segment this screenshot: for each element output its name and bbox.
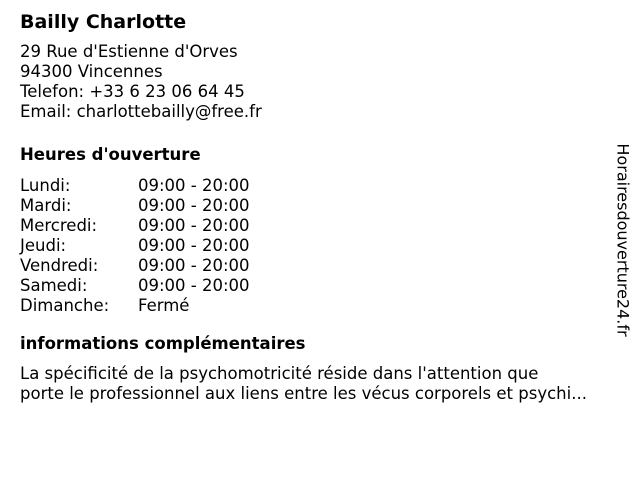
day-label: Samedi: [20, 276, 88, 295]
business-name: Bailly Charlotte [20, 11, 187, 33]
hours-row-wednesday [20, 216, 610, 236]
hours-title: Heures d'ouverture [20, 145, 201, 164]
day-label: Jeudi: [20, 236, 67, 255]
description-line: La spécificité de la psychomotricité réside dans l'attention que [20, 364, 539, 383]
day-label: Lundi: [20, 176, 71, 195]
brand-text: Horairesdouverture24.fr [614, 143, 634, 337]
contact-block [20, 42, 610, 122]
time-value: 09:00 - 20:00 [138, 276, 250, 295]
hours-row-saturday [20, 276, 610, 296]
address-city: 94300 Vincennes [20, 62, 163, 81]
time-value: Fermé [138, 296, 190, 315]
info-description [20, 364, 610, 404]
time-value: 09:00 - 20:00 [138, 256, 250, 275]
phone-number: Telefon: +33 6 23 06 64 45 [20, 82, 245, 101]
business-card [20, 10, 610, 404]
hours-row-friday [20, 256, 610, 276]
hours-row-sunday [20, 296, 610, 316]
address-street: 29 Rue d'Estienne d'Orves [20, 42, 238, 61]
time-value: 09:00 - 20:00 [138, 196, 250, 215]
hours-row-tuesday [20, 196, 610, 216]
time-value: 09:00 - 20:00 [138, 236, 250, 255]
day-label: Mardi: [20, 196, 72, 215]
hours-row-thursday [20, 236, 610, 256]
email-address: Email: charlottebailly@free.fr [20, 102, 262, 121]
hours-row-monday [20, 176, 610, 196]
day-label: Dimanche: [20, 296, 110, 315]
time-value: 09:00 - 20:00 [138, 176, 250, 195]
time-value: 09:00 - 20:00 [138, 216, 250, 235]
info-title: informations complémentaires [20, 334, 306, 353]
description-line: porte le professionnel aux liens entre les vécus corporels et psychi... [20, 384, 587, 403]
day-label: Mercredi: [20, 216, 98, 235]
brand-watermark [611, 136, 635, 344]
hours-table [20, 176, 610, 316]
day-label: Vendredi: [20, 256, 99, 275]
